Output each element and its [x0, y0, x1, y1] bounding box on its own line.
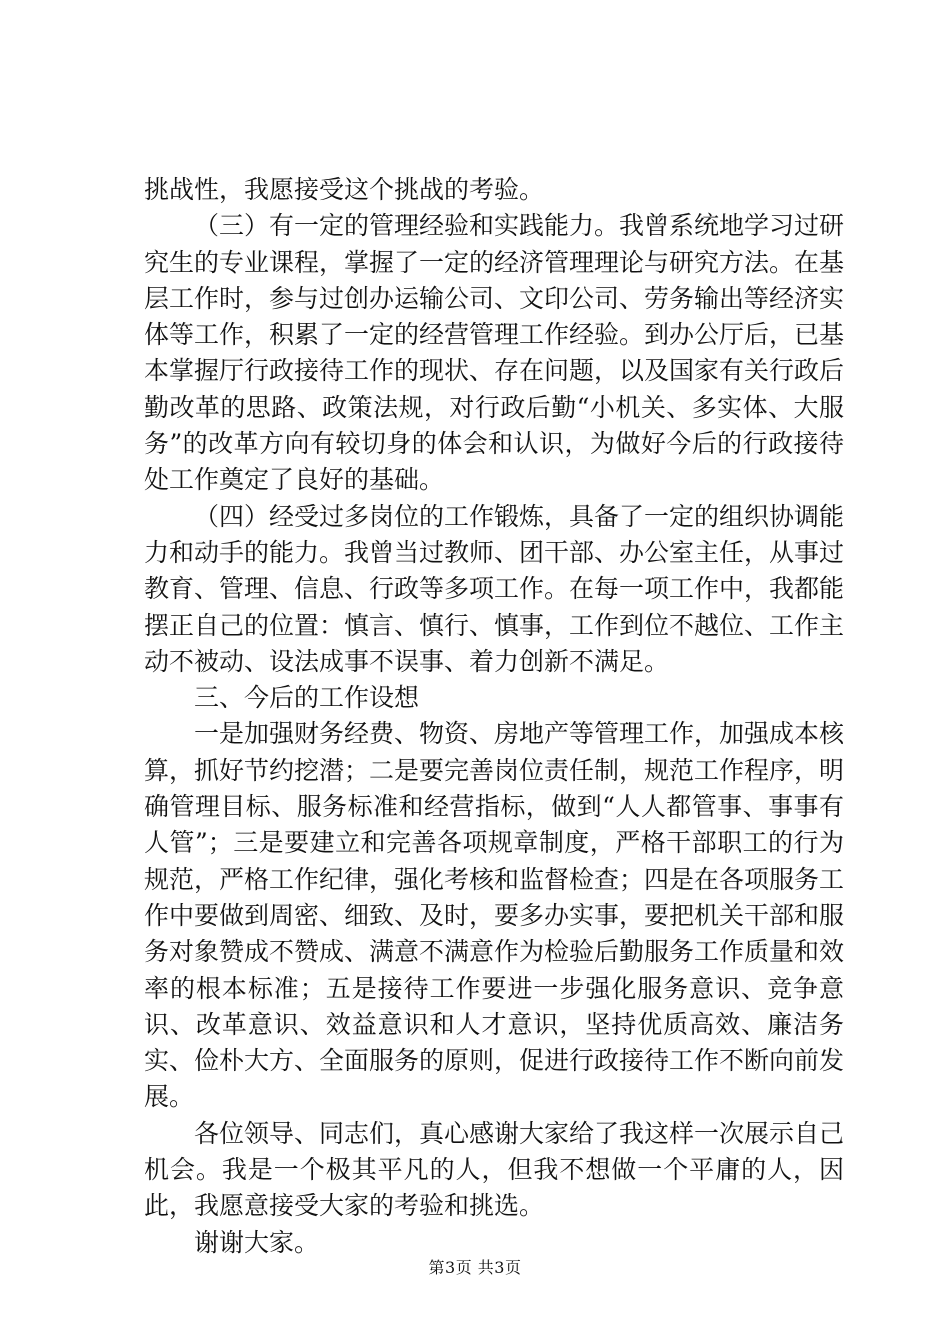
paragraph-continuation: 挑战性，我愿接受这个挑战的考验。: [144, 175, 545, 204]
paragraph-management-experience: （三）有一定的管理经验和实践能力。我曾系统地学习过研究生的专业课程，掌握了一定的经济管理理论与研究方法。在基层工作时，参与过创办运输公司、文印公司、劳务输出等经济实体等工作，积累了一定的经营管理工作经验。到办公厅后，已基本掌握厅行政接待工作的现状、存在问题，以及国家有关行政后勤改革的思路、政策法规，对行政后勤“小机关、多实体、大服务”的改革方向有较切身的体会和认识，为做好今后的行政接待处工作奠定了良好的基础。: [144, 211, 845, 495]
section-heading-future-plans: 三、今后的工作设想: [194, 683, 420, 713]
paragraph-thanks: 谢谢大家。: [194, 1227, 320, 1257]
paragraph-multi-post-experience: （四）经受过多岗位的工作锻炼，具备了一定的组织协调能力和动手的能力。我曾当过教师、团干部、办公室主任，从事过教育、管理、信息、行政等多项工作。在每一项工作中，我都能摆正自己的位置：慎言、慎行、慎事，工作到位不越位、工作主动不被动、设法成事不误事、着力创新不满足。: [144, 501, 845, 676]
paragraph-work-plans: 一是加强财务经费、物资、房地产等管理工作，加强成本核算，抓好节约挖潜；二是要完善岗位责任制，规范工作程序，明确管理目标、服务标准和经营指标，做到“人人都管事、事事有人管”；三是要建立和完善各项规章制度，严格干部职工的行为规范，严格工作纪律，强化考核和监督检查；四是在各项服务工作中要做到周密、细致、及时，要多办实事，要把机关干部和服务对象赞成不赞成、满意不满意作为检验后勤服务工作质量和效率的根本标准；五是接待工作要进一步强化服务意识、竞争意识、改革意识、效益意识和人才意识，坚持优质高效、廉洁务实、俭朴大方、全面服务的原则，促进行政接待工作不断向前发展。: [144, 719, 845, 1112]
paragraph-closing-remarks: 各位领导、同志们，真心感谢大家给了我这样一次展示自己机会。我是一个极其平凡的人，但我不想做一个平庸的人，因此，我愿意接受大家的考验和挑选。: [144, 1118, 845, 1221]
document-body: [144, 172, 844, 1261]
page-number-footer: 第3页 共3页: [428, 1258, 522, 1277]
